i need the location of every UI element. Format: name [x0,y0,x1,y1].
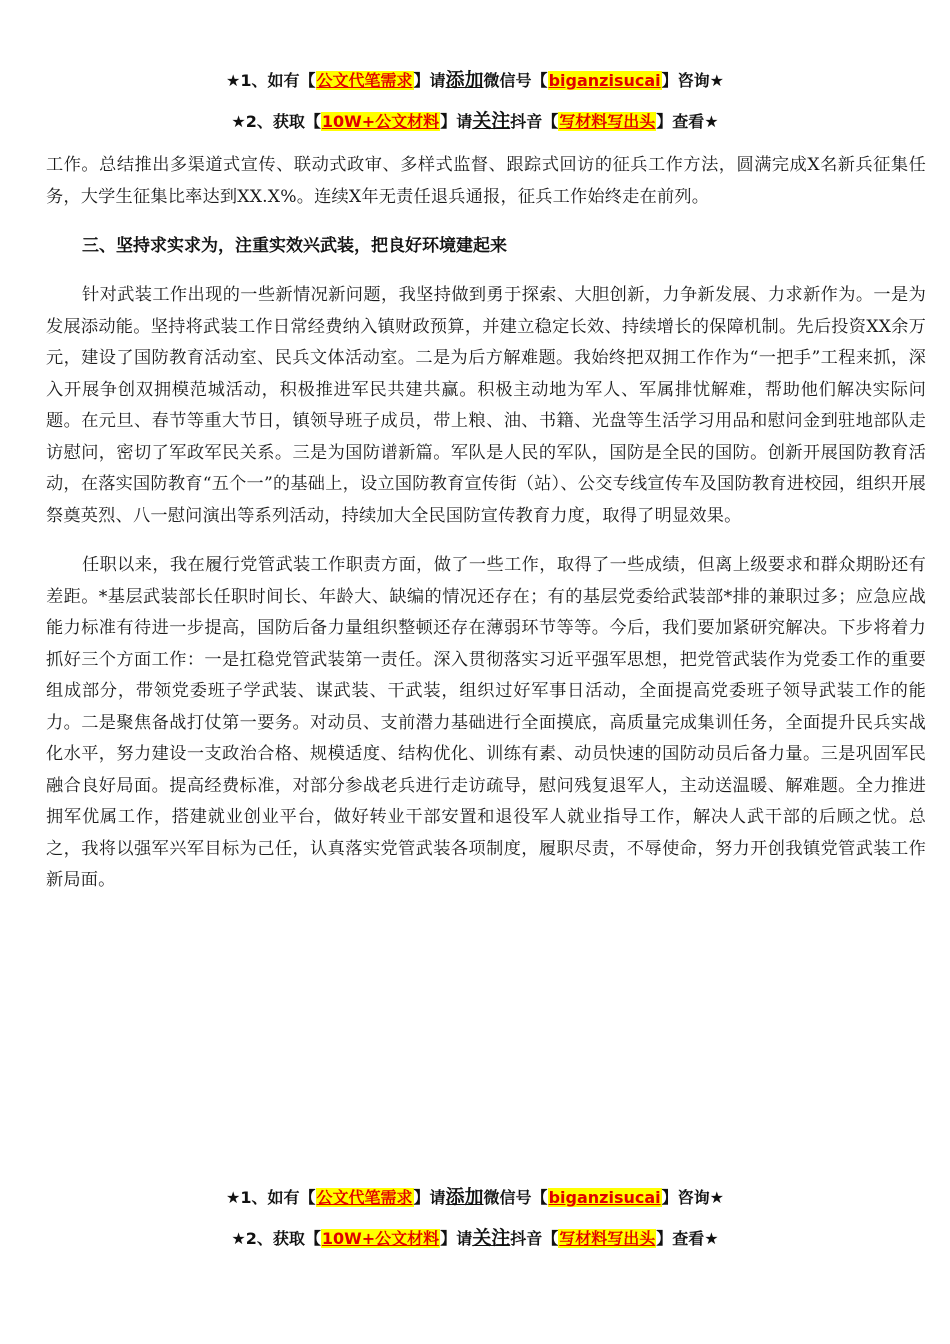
footer-line1-mid2: 微信号【 [483,1188,548,1207]
section-heading-3: 三、坚持求实求为，注重实效兴武装，把良好环境建起来 [82,236,507,256]
header-line2-highlight-materials: 10W+公文材料 [321,112,440,131]
header-line2-mid2: 抖音【 [510,112,559,131]
header-line2-emphasis: 关注 [472,110,511,132]
header-line1-highlight-wechat: biganzisucai [548,71,661,90]
footer-line1-highlight-service: 公文代笔需求 [316,1188,413,1207]
header-line1-emphasis: 添加 [445,69,484,91]
paragraph-continuation: 工作。总结推出多渠道式宣传、联动式政审、多样式监督、跟踪式回访的征兵工作方法，圆满完成X名新兵征集任务，大学生征集比率达到XX.X%。连续X年无责任退兵通报，征兵工作始终走在前列。 [46,155,926,207]
header-line2-highlight-douyin: 写材料写出头 [559,112,656,131]
footer-ad-line-1 [0,1186,950,1209]
header-ad-line-1 [0,69,950,92]
footer-line1-highlight-wechat: biganzisucai [548,1188,661,1207]
header-line2-prefix: ★2、获取【 [231,112,321,131]
footer-ad-line-2 [0,1227,950,1250]
footer-line2-suffix: 】查看★ [656,1229,719,1248]
header-line1-mid1: 】请 [413,71,446,90]
header-line1-suffix: 】咨询★ [661,71,724,90]
footer-line1-mid1: 】请 [413,1188,446,1207]
footer-line2-highlight-materials: 10W+公文材料 [321,1229,440,1248]
footer-line1-emphasis: 添加 [445,1186,484,1208]
footer-line2-highlight-douyin: 写材料写出头 [559,1229,656,1248]
header-line1-highlight-service: 公文代笔需求 [316,71,413,90]
footer-line2-prefix: ★2、获取【 [231,1229,321,1248]
footer-line1-prefix: ★1、如有【 [226,1188,316,1207]
header-line2-suffix: 】查看★ [656,112,719,131]
paragraph-summary-and-plans: 任职以来，我在履行党管武装工作职责方面，做了一些工作，取得了一些成绩，但离上级要求和群众期盼还有差距。*基层武装部长任职时间长、年龄大、缺编的情况还存在；有的基层党委给武装部*排的兼职过多；应急应战能力标准有待进一步提高，国防后备力量组织整顿还存在薄弱环节等等。今后，我们要加紧研究解决。下步将着力抓好三个方面工作：一是扛稳党管武装第一责任。深入贯彻落实习近平强军思想，把党管武装作为党委工作的重要组成部分，带领党委班子学武装、谋武装、干武装，组织过好军事日活动，全面提高党委班子领导武装工作的能力。二是聚焦备战打仗第一要务。对动员、支前潜力基础进行全面摸底，高质量完成集训任务，全面提升民兵实战化水平，努力建设一支政治合格、规模适度、结构优化、训练有素、动员快速的国防动员后备力量。三是巩固军民融合良好局面。提高经费标准，对部分参战老兵进行走访疏导，慰问残复退军人，主动送温暖、解难题。全力推进拥军优属工作，搭建就业创业平台，做好转业干部安置和退役军人就业指导工作，解决人武干部的后顾之忧。总之，我将以强军兴军目标为己任，认真落实党管武装各项制度，履职尽责，不辱使命，努力开创我镇党管武装工作新局面。 [46,555,926,890]
document-body [46,150,926,915]
header-line1-prefix: ★1、如有【 [226,71,316,90]
footer-line2-mid1: 】请 [440,1229,473,1248]
footer-line1-suffix: 】咨询★ [661,1188,724,1207]
paragraph-armed-forces-work: 针对武装工作出现的一些新情况新问题，我坚持做到勇于探索、大胆创新，力争新发展、力求新作为。一是为发展添动能。坚持将武装工作日常经费纳入镇财政预算，并建立稳定长效、持续增长的保障机制。先后投资XX余万元，建设了国防教育活动室、民兵文体活动室。二是为后方解难题。我始终把双拥工作作为“一把手”工程来抓，深入开展争创双拥模范城活动，积极推进军民共建共赢。积极主动地为军人、军属排忧解难，帮助他们解决实际问题。在元旦、春节等重大节日，镇领导班子成员，带上粮、油、书籍、光盘等生活学习用品和慰问金到驻地部队走访慰问，密切了军政军民关系。三是为国防谱新篇。军队是人民的军队，国防是全民的国防。创新开展国防教育活动，在落实国防教育“五个一”的基础上，设立国防教育宣传街（站）、公交专线宣传车及国防教育进校园，组织开展祭奠英烈、八一慰问演出等系列活动，持续加大全民国防宣传教育力度，取得了明显效果。 [46,285,926,526]
header-ad-line-2 [0,110,950,133]
header-line2-mid1: 】请 [440,112,473,131]
footer-line2-emphasis: 关注 [472,1227,511,1249]
header-line1-mid2: 微信号【 [483,71,548,90]
footer-line2-mid2: 抖音【 [510,1229,559,1248]
